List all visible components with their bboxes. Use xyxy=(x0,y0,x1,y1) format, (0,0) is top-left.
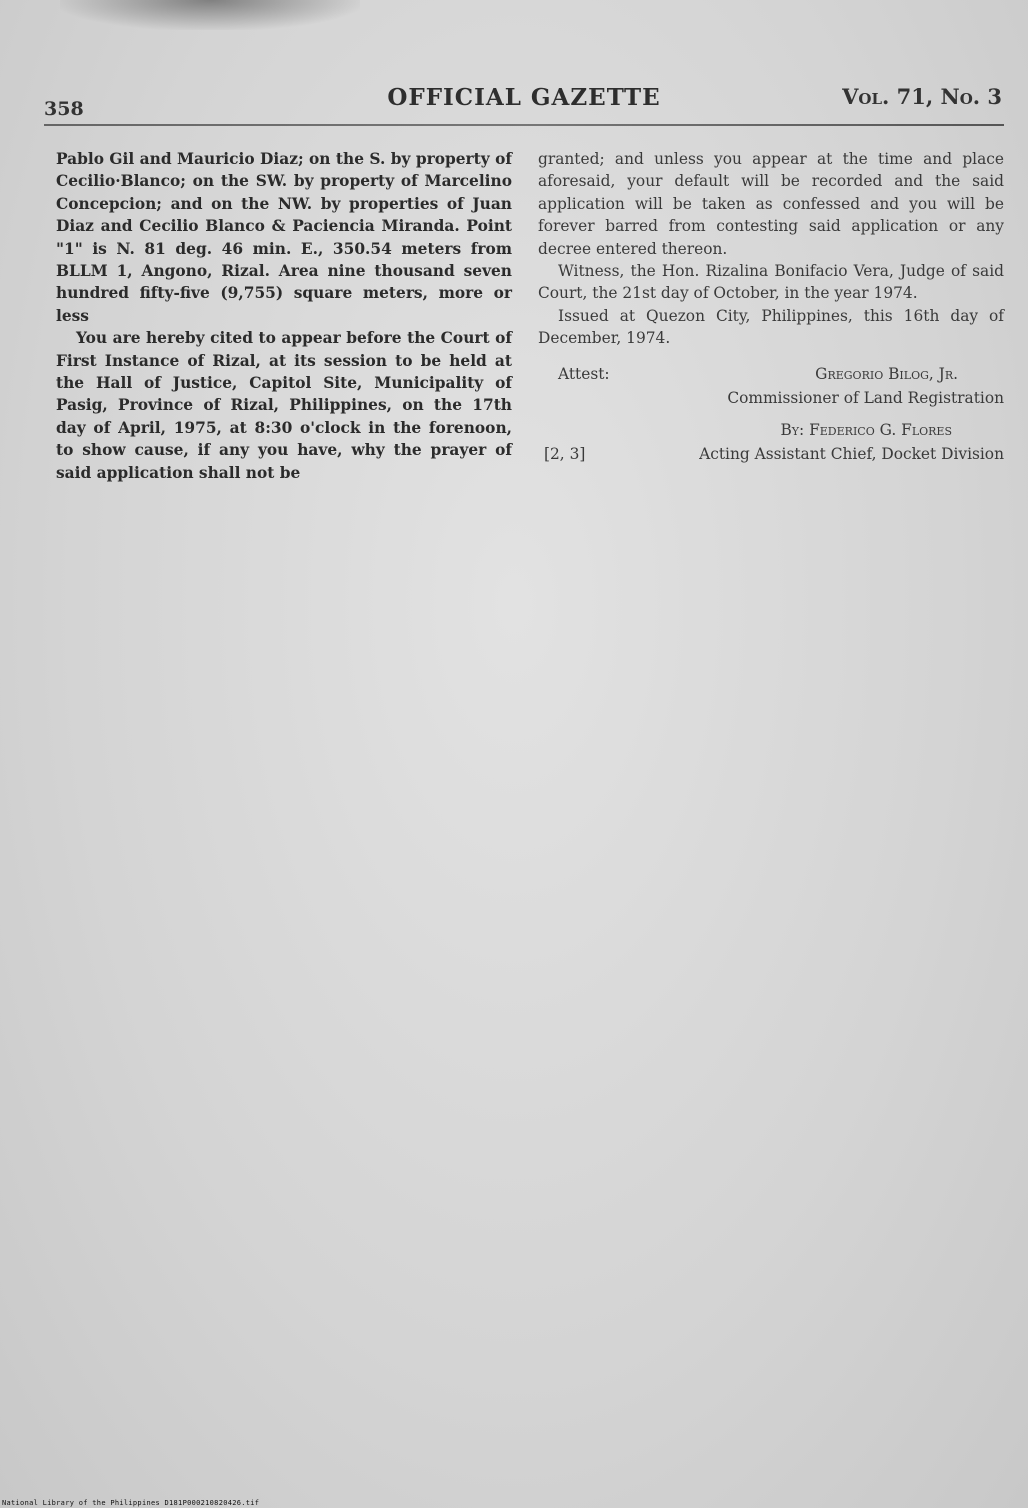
signatory-title-1: Commissioner of Land Registration xyxy=(727,388,1004,407)
default-warning: granted; and unless you appear at the time and place aforesaid, your default will be recorded and the said application will be taken as confessed and you will be forever barred from contesting said application or any decree entered thereon. xyxy=(538,150,1004,258)
attest-label: Attest: xyxy=(558,364,610,383)
property-description: Pablo Gil and Mauricio Diaz; on the S. by property of Cecilio·Blanco; on the SW. by property of Marcelino Concepcion; and on the NW. by properties of Juan Diaz and Cecilio Blanco & Paciencia Miranda. Point "1" is N. 81 deg. 46 min. E., 350.54 meters from BLLM 1, Angono, Rizal. Area nine thousand seven hundred fifty-five (9,755) square meters, more or less xyxy=(56,150,512,325)
signature-block xyxy=(538,362,1004,466)
page-number: 358 xyxy=(44,98,84,120)
witness-paragraph: Witness, the Hon. Rizalina Bonifacio Vera, Judge of said Court, the 21st day of October, in the year 1974. xyxy=(538,262,1004,303)
right-column xyxy=(538,148,1004,466)
issue-reference: [2, 3] xyxy=(544,444,586,463)
scan-shadow xyxy=(60,0,360,30)
header-rule xyxy=(44,124,1004,126)
gazette-title: OFFICIAL GAZETTE xyxy=(387,84,661,111)
left-column xyxy=(56,148,512,484)
scan-source-footer: National Library of the Philippines D181P000210820426.tif xyxy=(2,1499,260,1507)
volume-number: Vol. 71, No. 3 xyxy=(842,84,1002,109)
page-header xyxy=(44,84,1004,120)
issued-paragraph: Issued at Quezon City, Philippines, this 16th day of December, 1974. xyxy=(538,306,1004,348)
signatory-name-2: By: Federico G. Flores xyxy=(780,420,952,439)
signatory-name-1: Gregorio Bilog, Jr. xyxy=(815,364,958,383)
signatory-title-2: Acting Assistant Chief, Docket Division xyxy=(699,444,1004,463)
citation-paragraph: You are hereby cited to appear before the Court of First Instance of Rizal, at its session to be held at the Hall of Justice, Capitol Site, Municipality of Pasig, Province of Rizal, Philippines, on the 17th day of April, 1975, at 8:30 o'clock in the forenoon, to show cause, if any you have, why the prayer of said application shall not be xyxy=(56,329,512,482)
